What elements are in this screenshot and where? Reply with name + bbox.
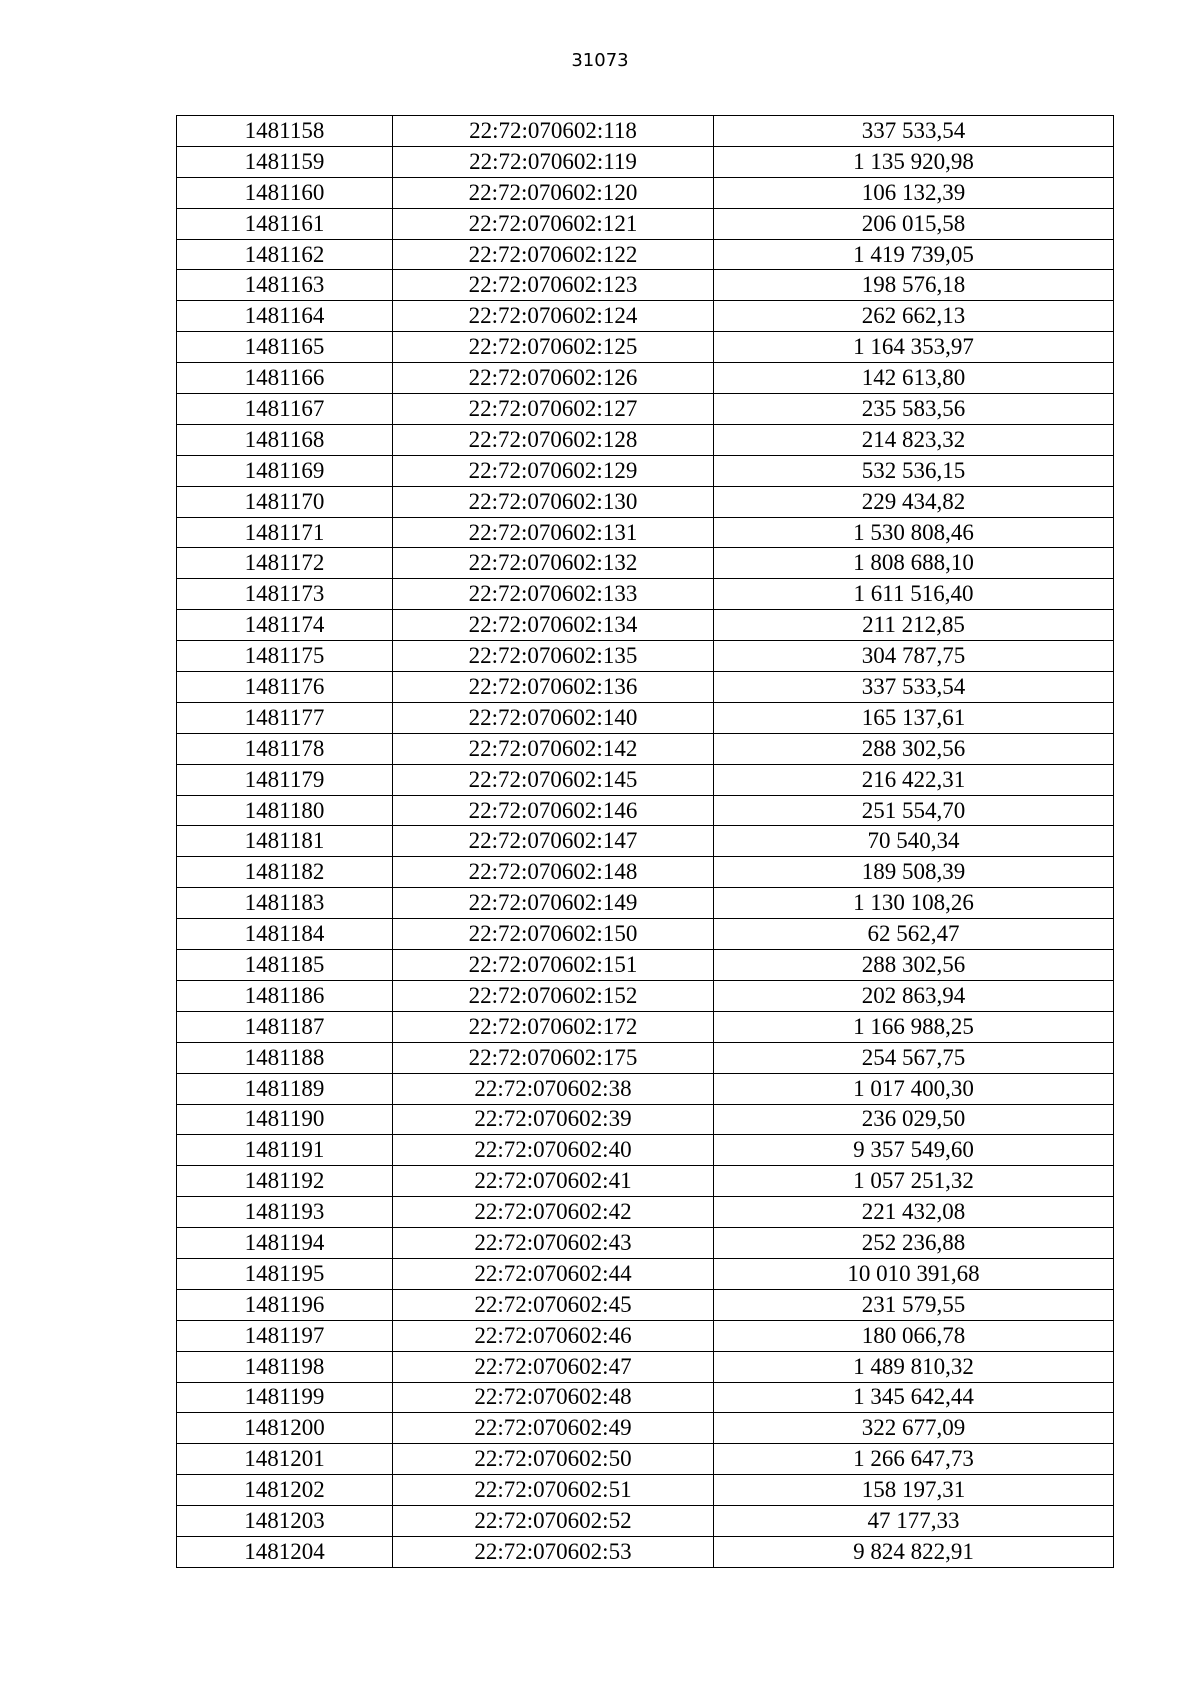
cadastral-number-cell: 22:72:070602:148 [393, 857, 714, 888]
row-number-cell: 1481158 [177, 116, 393, 147]
table-row [177, 424, 1114, 455]
row-number-cell: 1481183 [177, 888, 393, 919]
cadastral-number-cell: 22:72:070602:129 [393, 455, 714, 486]
table-row [177, 980, 1114, 1011]
cadastral-value-cell: 262 662,13 [714, 301, 1114, 332]
cadastral-value-cell: 1 611 516,40 [714, 579, 1114, 610]
cadastral-number-cell: 22:72:070602:41 [393, 1166, 714, 1197]
cadastral-number-cell: 22:72:070602:46 [393, 1320, 714, 1351]
row-number-cell: 1481175 [177, 641, 393, 672]
table-row [177, 1135, 1114, 1166]
cadastral-number-cell: 22:72:070602:140 [393, 702, 714, 733]
cadastral-value-cell: 235 583,56 [714, 394, 1114, 425]
table-row [177, 1073, 1114, 1104]
cadastral-number-cell: 22:72:070602:45 [393, 1289, 714, 1320]
cadastral-value-table [176, 115, 1114, 1568]
cadastral-value-cell: 1 808 688,10 [714, 548, 1114, 579]
cadastral-number-cell: 22:72:070602:43 [393, 1228, 714, 1259]
table-row [177, 1042, 1114, 1073]
cadastral-value-cell: 62 562,47 [714, 919, 1114, 950]
cadastral-number-cell: 22:72:070602:151 [393, 950, 714, 981]
table-row [177, 579, 1114, 610]
cadastral-value-cell: 304 787,75 [714, 641, 1114, 672]
cadastral-value-cell: 70 540,34 [714, 826, 1114, 857]
cadastral-value-cell: 10 010 391,68 [714, 1258, 1114, 1289]
cadastral-number-cell: 22:72:070602:128 [393, 424, 714, 455]
table-row [177, 208, 1114, 239]
cadastral-value-cell: 288 302,56 [714, 733, 1114, 764]
table-row [177, 363, 1114, 394]
cadastral-number-cell: 22:72:070602:134 [393, 610, 714, 641]
row-number-cell: 1481164 [177, 301, 393, 332]
row-number-cell: 1481174 [177, 610, 393, 641]
row-number-cell: 1481202 [177, 1475, 393, 1506]
cadastral-number-cell: 22:72:070602:127 [393, 394, 714, 425]
table-row [177, 641, 1114, 672]
cadastral-value-cell: 1 017 400,30 [714, 1073, 1114, 1104]
cadastral-number-cell: 22:72:070602:118 [393, 116, 714, 147]
cadastral-value-cell: 1 164 353,97 [714, 332, 1114, 363]
cadastral-number-cell: 22:72:070602:132 [393, 548, 714, 579]
row-number-cell: 1481186 [177, 980, 393, 1011]
table-row [177, 239, 1114, 270]
cadastral-value-cell: 322 677,09 [714, 1413, 1114, 1444]
row-number-cell: 1481181 [177, 826, 393, 857]
cadastral-number-cell: 22:72:070602:152 [393, 980, 714, 1011]
cadastral-value-cell: 211 212,85 [714, 610, 1114, 641]
table-body [177, 116, 1114, 1568]
row-number-cell: 1481178 [177, 733, 393, 764]
cadastral-number-cell: 22:72:070602:133 [393, 579, 714, 610]
row-number-cell: 1481167 [177, 394, 393, 425]
page-number: 31073 [571, 50, 629, 71]
row-number-cell: 1481189 [177, 1073, 393, 1104]
row-number-cell: 1481179 [177, 764, 393, 795]
table-row [177, 1351, 1114, 1382]
row-number-cell: 1481188 [177, 1042, 393, 1073]
table-row [177, 733, 1114, 764]
cadastral-number-cell: 22:72:070602:38 [393, 1073, 714, 1104]
cadastral-value-cell: 158 197,31 [714, 1475, 1114, 1506]
cadastral-value-cell: 1 345 642,44 [714, 1382, 1114, 1413]
table-row [177, 1320, 1114, 1351]
table-row [177, 826, 1114, 857]
row-number-cell: 1481185 [177, 950, 393, 981]
cadastral-number-cell: 22:72:070602:146 [393, 795, 714, 826]
cadastral-number-cell: 22:72:070602:44 [393, 1258, 714, 1289]
cadastral-number-cell: 22:72:070602:136 [393, 672, 714, 703]
cadastral-number-cell: 22:72:070602:125 [393, 332, 714, 363]
row-number-cell: 1481184 [177, 919, 393, 950]
cadastral-number-cell: 22:72:070602:150 [393, 919, 714, 950]
cadastral-value-cell: 532 536,15 [714, 455, 1114, 486]
cadastral-value-cell: 142 613,80 [714, 363, 1114, 394]
cadastral-value-cell: 252 236,88 [714, 1228, 1114, 1259]
cadastral-number-cell: 22:72:070602:122 [393, 239, 714, 270]
row-number-cell: 1481173 [177, 579, 393, 610]
table-row [177, 764, 1114, 795]
cadastral-number-cell: 22:72:070602:175 [393, 1042, 714, 1073]
cadastral-value-cell: 165 137,61 [714, 702, 1114, 733]
cadastral-number-cell: 22:72:070602:39 [393, 1104, 714, 1135]
cadastral-number-cell: 22:72:070602:135 [393, 641, 714, 672]
cadastral-value-cell: 202 863,94 [714, 980, 1114, 1011]
cadastral-number-cell: 22:72:070602:147 [393, 826, 714, 857]
cadastral-value-cell: 214 823,32 [714, 424, 1114, 455]
row-number-cell: 1481190 [177, 1104, 393, 1135]
table-row [177, 116, 1114, 147]
table-row [177, 702, 1114, 733]
cadastral-number-cell: 22:72:070602:119 [393, 146, 714, 177]
row-number-cell: 1481199 [177, 1382, 393, 1413]
cadastral-number-cell: 22:72:070602:123 [393, 270, 714, 301]
row-number-cell: 1481182 [177, 857, 393, 888]
row-number-cell: 1481191 [177, 1135, 393, 1166]
cadastral-value-cell: 221 432,08 [714, 1197, 1114, 1228]
cadastral-value-cell: 1 530 808,46 [714, 517, 1114, 548]
row-number-cell: 1481197 [177, 1320, 393, 1351]
cadastral-value-cell: 189 508,39 [714, 857, 1114, 888]
row-number-cell: 1481163 [177, 270, 393, 301]
table-row [177, 888, 1114, 919]
cadastral-number-cell: 22:72:070602:49 [393, 1413, 714, 1444]
table-row [177, 1475, 1114, 1506]
table-row [177, 486, 1114, 517]
cadastral-number-cell: 22:72:070602:50 [393, 1444, 714, 1475]
table-row [177, 177, 1114, 208]
cadastral-value-cell: 1 489 810,32 [714, 1351, 1114, 1382]
cadastral-value-cell: 9 357 549,60 [714, 1135, 1114, 1166]
row-number-cell: 1481196 [177, 1289, 393, 1320]
table-row [177, 919, 1114, 950]
cadastral-number-cell: 22:72:070602:42 [393, 1197, 714, 1228]
row-number-cell: 1481201 [177, 1444, 393, 1475]
row-number-cell: 1481195 [177, 1258, 393, 1289]
row-number-cell: 1481168 [177, 424, 393, 455]
table-row [177, 1258, 1114, 1289]
table-row [177, 795, 1114, 826]
cadastral-value-cell: 206 015,58 [714, 208, 1114, 239]
table-row [177, 455, 1114, 486]
cadastral-value-cell: 229 434,82 [714, 486, 1114, 517]
cadastral-value-cell: 1 057 251,32 [714, 1166, 1114, 1197]
table-row [177, 672, 1114, 703]
table-row [177, 1536, 1114, 1567]
cadastral-number-cell: 22:72:070602:120 [393, 177, 714, 208]
cadastral-value-cell: 47 177,33 [714, 1506, 1114, 1537]
cadastral-number-cell: 22:72:070602:149 [393, 888, 714, 919]
table-row [177, 1444, 1114, 1475]
cadastral-value-cell: 180 066,78 [714, 1320, 1114, 1351]
cadastral-number-cell: 22:72:070602:126 [393, 363, 714, 394]
cadastral-number-cell: 22:72:070602:131 [393, 517, 714, 548]
cadastral-number-cell: 22:72:070602:48 [393, 1382, 714, 1413]
row-number-cell: 1481177 [177, 702, 393, 733]
cadastral-value-cell: 9 824 822,91 [714, 1536, 1114, 1567]
cadastral-value-cell: 337 533,54 [714, 672, 1114, 703]
row-number-cell: 1481170 [177, 486, 393, 517]
cadastral-value-cell: 254 567,75 [714, 1042, 1114, 1073]
cadastral-value-cell: 236 029,50 [714, 1104, 1114, 1135]
cadastral-value-cell: 1 135 920,98 [714, 146, 1114, 177]
cadastral-number-cell: 22:72:070602:40 [393, 1135, 714, 1166]
table-row [177, 1289, 1114, 1320]
row-number-cell: 1481169 [177, 455, 393, 486]
cadastral-number-cell: 22:72:070602:52 [393, 1506, 714, 1537]
cadastral-value-cell: 216 422,31 [714, 764, 1114, 795]
table-row [177, 332, 1114, 363]
table-row [177, 548, 1114, 579]
table-row [177, 1413, 1114, 1444]
row-number-cell: 1481166 [177, 363, 393, 394]
row-number-cell: 1481180 [177, 795, 393, 826]
row-number-cell: 1481204 [177, 1536, 393, 1567]
cadastral-number-cell: 22:72:070602:172 [393, 1011, 714, 1042]
table-row [177, 950, 1114, 981]
cadastral-number-cell: 22:72:070602:142 [393, 733, 714, 764]
table-row [177, 1382, 1114, 1413]
table-row [177, 857, 1114, 888]
cadastral-number-cell: 22:72:070602:124 [393, 301, 714, 332]
table-row [177, 1104, 1114, 1135]
cadastral-value-cell: 1 419 739,05 [714, 239, 1114, 270]
table-row [177, 610, 1114, 641]
cadastral-value-cell: 231 579,55 [714, 1289, 1114, 1320]
cadastral-number-cell: 22:72:070602:47 [393, 1351, 714, 1382]
cadastral-value-cell: 198 576,18 [714, 270, 1114, 301]
row-number-cell: 1481161 [177, 208, 393, 239]
row-number-cell: 1481165 [177, 332, 393, 363]
cadastral-value-cell: 288 302,56 [714, 950, 1114, 981]
table-row [177, 1228, 1114, 1259]
row-number-cell: 1481159 [177, 146, 393, 177]
table-row [177, 301, 1114, 332]
table-row [177, 1011, 1114, 1042]
cadastral-value-cell: 337 533,54 [714, 116, 1114, 147]
row-number-cell: 1481192 [177, 1166, 393, 1197]
cadastral-number-cell: 22:72:070602:51 [393, 1475, 714, 1506]
row-number-cell: 1481176 [177, 672, 393, 703]
row-number-cell: 1481160 [177, 177, 393, 208]
cadastral-value-cell: 1 266 647,73 [714, 1444, 1114, 1475]
row-number-cell: 1481194 [177, 1228, 393, 1259]
row-number-cell: 1481200 [177, 1413, 393, 1444]
cadastral-value-cell: 1 166 988,25 [714, 1011, 1114, 1042]
cadastral-number-cell: 22:72:070602:121 [393, 208, 714, 239]
table-row [177, 394, 1114, 425]
table-row [177, 1506, 1114, 1537]
cadastral-value-cell: 106 132,39 [714, 177, 1114, 208]
table-row [177, 146, 1114, 177]
table-row [177, 517, 1114, 548]
row-number-cell: 1481203 [177, 1506, 393, 1537]
row-number-cell: 1481162 [177, 239, 393, 270]
row-number-cell: 1481193 [177, 1197, 393, 1228]
cadastral-value-cell: 251 554,70 [714, 795, 1114, 826]
cadastral-number-cell: 22:72:070602:130 [393, 486, 714, 517]
row-number-cell: 1481172 [177, 548, 393, 579]
table-row [177, 1197, 1114, 1228]
row-number-cell: 1481187 [177, 1011, 393, 1042]
cadastral-number-cell: 22:72:070602:53 [393, 1536, 714, 1567]
row-number-cell: 1481171 [177, 517, 393, 548]
cadastral-value-cell: 1 130 108,26 [714, 888, 1114, 919]
cadastral-number-cell: 22:72:070602:145 [393, 764, 714, 795]
table-row [177, 270, 1114, 301]
table-row [177, 1166, 1114, 1197]
row-number-cell: 1481198 [177, 1351, 393, 1382]
